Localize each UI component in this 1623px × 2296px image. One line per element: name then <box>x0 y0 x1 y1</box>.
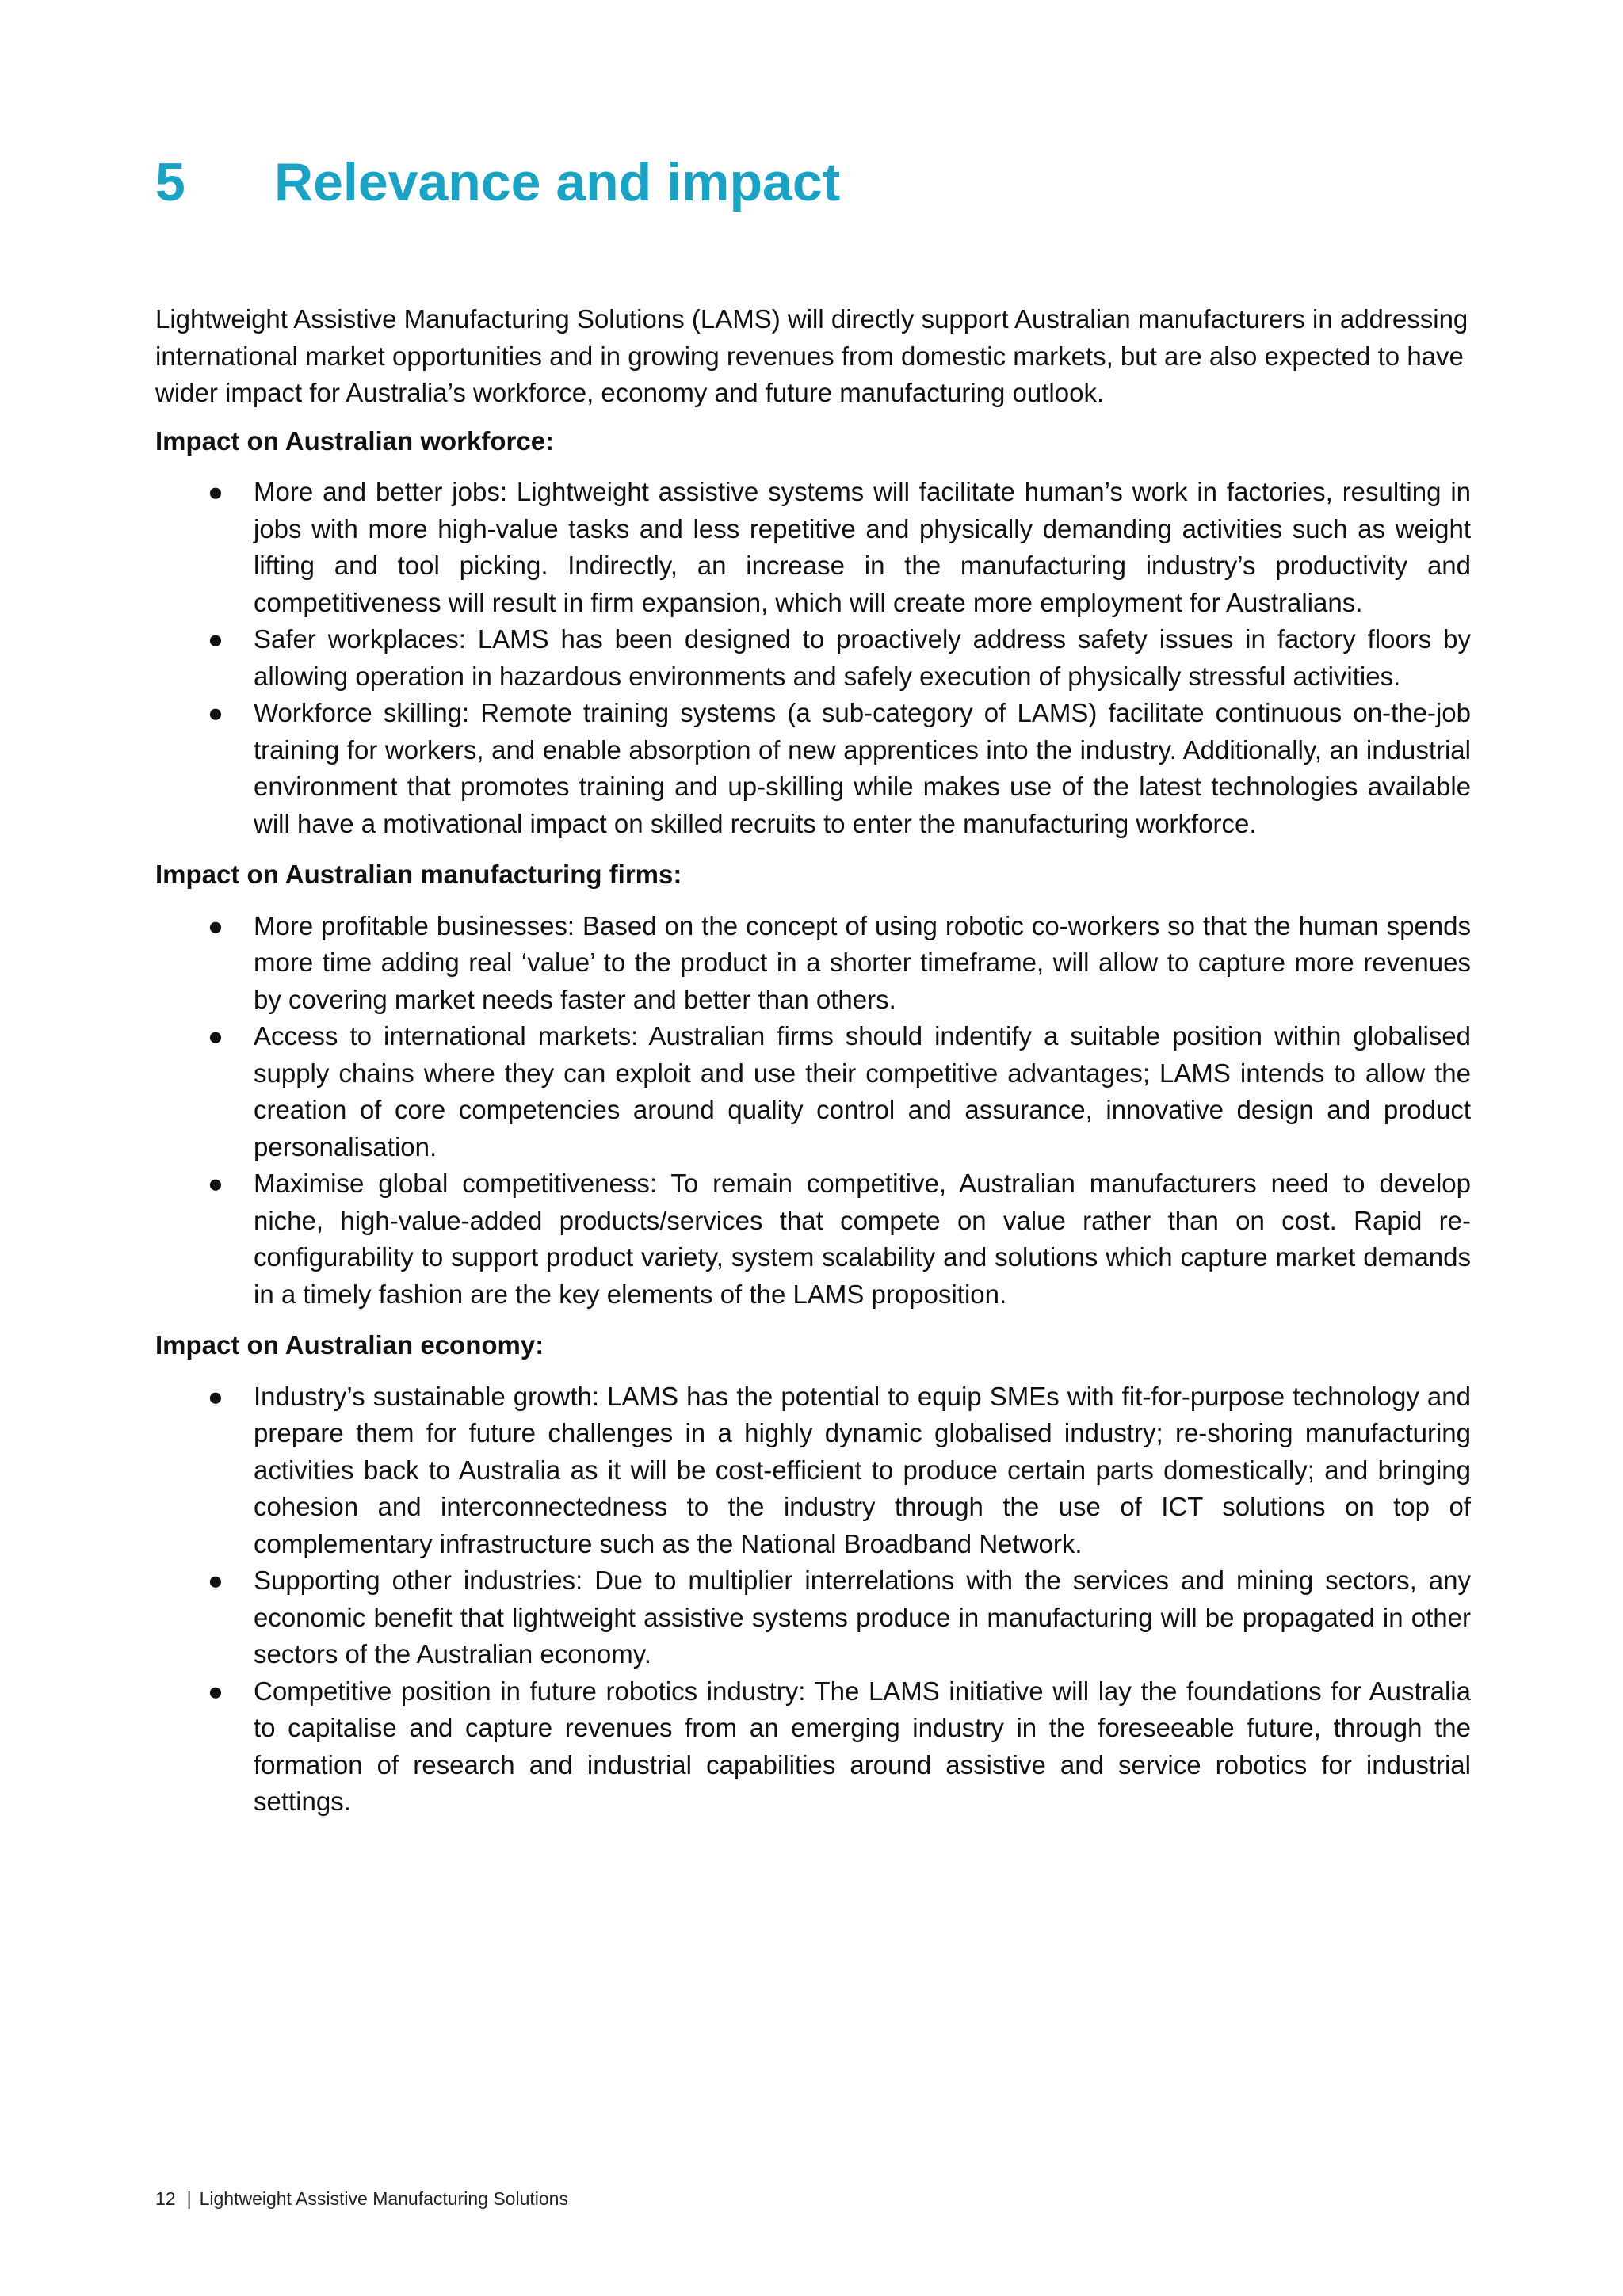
list-item-text: Workforce skilling: Remote training systems (a sub-category of LAMS) facilitate continuous on-the-job training for workers, and enable absorption of new apprentices into the industry. Additionally, an industrial environment that promotes training and up-skilling while makes use of the latest technologies available will have a motivational impact on skilled recruits to enter the manufacturing workforce. <box>254 698 1471 838</box>
list-item-text: Competitive position in future robotics industry: The LAMS initiative will lay the foundations for Australia to capitalise and capture revenues from an emerging industry in the foreseeable future, through the formation of research and industrial capabilities around assistive and service robotics for industrial settings. <box>254 1676 1471 1816</box>
list-item <box>155 621 1471 695</box>
footer-document-title: Lightweight Assistive Manufacturing Solutions <box>199 2188 568 2209</box>
bullet-list-firms <box>155 908 1471 1314</box>
list-item-text: Supporting other industries: Due to multiplier interrelations with the services and mining sectors, any economic benefit that lightweight assistive systems produce in manufacturing will be propagated in other sectors of the Australian economy. <box>254 1566 1471 1669</box>
bullet-icon: ● <box>208 624 223 654</box>
bullet-icon: ● <box>208 1676 223 1706</box>
subheading-workforce: Impact on Australian workforce: <box>155 425 555 456</box>
section-number: 5 <box>155 152 185 212</box>
bullet-icon: ● <box>208 1021 223 1051</box>
page-number: 12 <box>155 2188 176 2209</box>
list-item-text: Maximise global competitiveness: To remain competitive, Australian manufacturers need to develop niche, high-value-added products/services that compete on value rather than on cost. Rapid re-configurability to support product variety, system scalability and solutions which capture market demands in a timely fashion are the key elements of the LAMS proposition. <box>254 1169 1471 1309</box>
bullet-icon: ● <box>208 1169 223 1198</box>
list-item <box>155 908 1471 1019</box>
list-item <box>155 474 1471 621</box>
bullet-icon: ● <box>208 1381 223 1411</box>
intro-paragraph: Lightweight Assistive Manufacturing Solutions (LAMS) will directly support Australian manufacturers in addressing international market opportunities and in growing revenues from domestic markets, but are also expected to have wider impact for Australia’s workforce, economy and future manufacturing outlook. <box>155 304 1468 407</box>
body-content <box>155 301 1471 1835</box>
list-item-text: Safer workplaces: LAMS has been designed to proactively address safety issues in factory floors by allowing operation in hazardous environments and safely execution of physically stressful activities. <box>254 624 1471 691</box>
bullet-list-workforce <box>155 474 1471 842</box>
list-item-text: More and better jobs: Lightweight assistive systems will facilitate human’s work in factories, resulting in jobs with more high-value tasks and less repetitive and physically demanding activities such as weight lifting and tool picking. Indirectly, an increase in the manufacturing industry’s productivity and competitiveness will result in firm expansion, which will create more employment for Australians. <box>254 477 1471 617</box>
subheading-economy: Impact on Australian economy: <box>155 1330 544 1360</box>
list-item-text: Access to international markets: Australian firms should indentify a suitable position within globalised supply chains where they can exploit and use their competitive advantages; LAMS intends to allow the creation of core competencies around quality control and assurance, innovative design and product personalisation. <box>254 1021 1471 1161</box>
list-item <box>155 1379 1471 1563</box>
list-item-text: More profitable businesses: Based on the concept of using robotic co-workers so that the human spends more time adding real ‘value’ to the product in a shorter timeframe, will allow to capture more revenues by covering market needs faster and better than others. <box>254 910 1471 1014</box>
subheading-firms: Impact on Australian manufacturing firms: <box>155 860 682 889</box>
bullet-icon: ● <box>208 910 223 940</box>
list-item <box>155 1018 1471 1165</box>
bullet-icon: ● <box>208 1566 223 1595</box>
bullet-list-economy <box>155 1379 1471 1821</box>
bullet-icon: ● <box>208 477 223 506</box>
section-heading <box>155 152 841 212</box>
section-title: Relevance and impact <box>274 152 841 212</box>
list-item <box>155 695 1471 842</box>
list-item-text: Industry’s sustainable growth: LAMS has the potential to equip SMEs with fit-for-purpose technology and prepare them for future challenges in a highly dynamic globalised industry; re-shoring manufacturing activities back to Australia as it will be cost-efficient to produce certain parts domestically; and bringing cohesion and interconnectedness to the industry through the use of ICT solutions on top of complementary infrastructure such as the National Broadband Network. <box>254 1381 1471 1558</box>
page-footer <box>155 2188 568 2210</box>
list-item <box>155 1673 1471 1821</box>
bullet-icon: ● <box>208 698 223 727</box>
list-item <box>155 1165 1471 1313</box>
footer-separator: | <box>186 2188 192 2209</box>
list-item <box>155 1562 1471 1673</box>
